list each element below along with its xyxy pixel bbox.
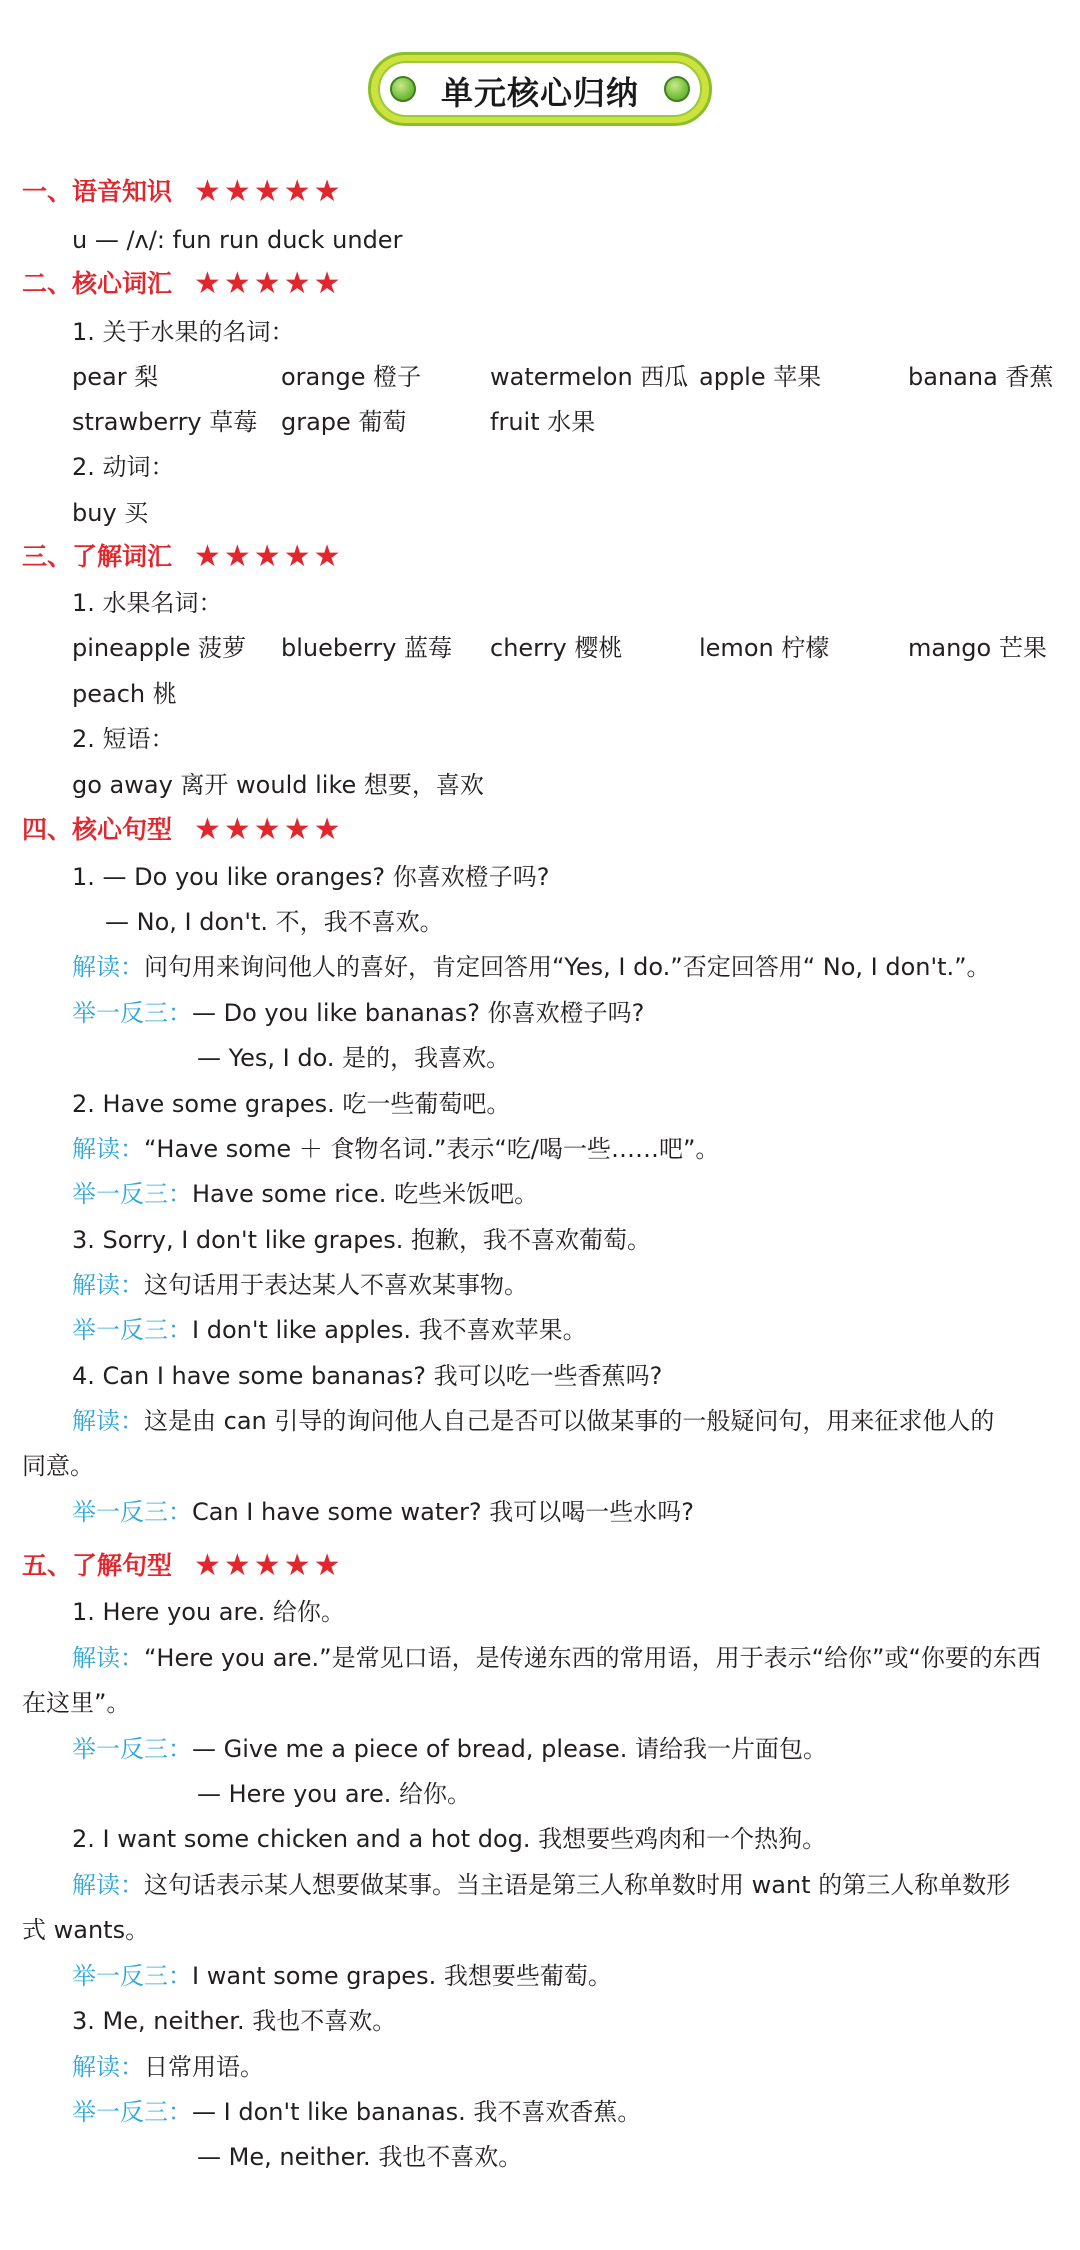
jiedu-label: 解读：: [72, 2053, 144, 2081]
example: [72, 1729, 827, 1769]
word-item: fruit 水果: [490, 408, 596, 436]
sentence: 2. I want some chicken and a hot dog. 我想要些鸡肉和一个热狗。: [72, 1825, 827, 1853]
section-heading-text: 三、了解词汇: [22, 542, 173, 571]
example: [72, 1492, 694, 1532]
explanation-text: “Here you are.”是常见口语，是传递东西的常用语，用于表示“给你”或“你要的东西: [144, 1644, 1041, 1672]
example: [72, 1310, 587, 1350]
sentence: — No, I don't. 不，我不喜欢。: [105, 908, 444, 936]
example-text: Have some rice. 吃些米饭吧。: [192, 1180, 539, 1208]
section-heading-text: 二、核心词汇: [22, 269, 173, 298]
explanation-text: 在这里”。: [22, 1689, 131, 1717]
juyi-label: 举一反三：: [72, 2098, 192, 2126]
word-item: pineapple 菠萝: [72, 634, 247, 662]
word-item: lemon 柠檬: [699, 634, 830, 662]
sentence: 3. Me, neither. 我也不喜欢。: [72, 2007, 397, 2035]
example-text: — I don't like bananas. 我不喜欢香蕉。: [192, 2098, 642, 2126]
page-title: 单元核心归纳: [440, 74, 639, 112]
explanation-text: 这是由 can 引导的询问他人自己是否可以做某事的一般疑问句，用来征求他人的: [144, 1407, 995, 1435]
juyi-label: 举一反三：: [72, 1735, 192, 1763]
word-item: apple 苹果: [699, 363, 822, 391]
example: [72, 1174, 538, 1214]
juyi-label: 举一反三：: [72, 1962, 192, 1990]
section-heading-text: 五、了解句型: [22, 1551, 173, 1580]
section-heading-extra-vocab: [22, 537, 344, 577]
explanation: [72, 947, 991, 987]
jiedu-label: 解读：: [72, 1644, 144, 1672]
section-heading-text: 四、核心句型: [22, 815, 173, 844]
explanation: [72, 1129, 719, 1169]
title-banner: [368, 52, 712, 126]
explanation-text: 日常用语。: [144, 2053, 264, 2081]
section-heading-core-vocab: [22, 264, 344, 304]
word-item: watermelon 西瓜: [490, 363, 689, 391]
explanation-text: 这句话用于表达某人不喜欢某事物。: [144, 1271, 528, 1299]
juyi-label: 举一反三：: [72, 1180, 192, 1208]
example-text: — Yes, I do. 是的，我喜欢。: [197, 1044, 511, 1072]
phonics-line: u — /ʌ/: fun run duck under: [72, 226, 403, 254]
jiedu-label: 解读：: [72, 1407, 144, 1435]
explanation-text: 问句用来询问他人的喜好，肯定回答用“Yes, I do.”否定回答用“ No, I don't.”。: [144, 953, 991, 981]
section-heading-core-sentences: [22, 810, 344, 850]
word-item: banana 香蕉: [908, 363, 1054, 391]
example: [72, 993, 644, 1033]
word-item: grape 葡萄: [281, 408, 407, 436]
example: [72, 1956, 612, 1996]
word-item: mango 芒果: [908, 634, 1047, 662]
section-heading-phonics: [22, 172, 344, 212]
subheading: 1. 关于水果的名词：: [72, 318, 295, 346]
sentence: 1. — Do you like oranges? 你喜欢橙子吗?: [72, 863, 550, 891]
word-row: [72, 628, 1072, 668]
word-row: [72, 402, 1072, 442]
subheading: 1. 水果名词：: [72, 589, 223, 617]
sentence: 4. Can I have some bananas? 我可以吃一些香蕉吗?: [72, 1362, 663, 1390]
subheading: 2. 短语：: [72, 725, 175, 753]
explanation-text: 式 wants。: [22, 1916, 150, 1944]
word-item: peach 桃: [72, 680, 177, 708]
explanation: [72, 1401, 994, 1441]
example-text: — Do you like bananas? 你喜欢橙子吗?: [192, 999, 645, 1027]
jiedu-label: 解读：: [72, 953, 144, 981]
explanation-text: 同意。: [22, 1452, 94, 1480]
example: [72, 2092, 641, 2132]
example-text: I don't like apples. 我不喜欢苹果。: [192, 1316, 587, 1344]
juyi-label: 举一反三：: [72, 1316, 192, 1344]
star-rating-icon: ★★★★★: [194, 539, 344, 574]
verb-line: buy 买: [72, 499, 149, 527]
jiedu-label: 解读：: [72, 1871, 144, 1899]
explanation-text: 这句话表示某人想要做某事。当主语是第三人称单数时用 want 的第三人称单数形: [144, 1871, 1011, 1899]
example-text: — Me, neither. 我也不喜欢。: [197, 2143, 523, 2171]
sentence: 1. Here you are. 给你。: [72, 1598, 345, 1626]
juyi-label: 举一反三：: [72, 1498, 192, 1526]
star-rating-icon: ★★★★★: [194, 174, 344, 209]
word-item: strawberry 草莓: [72, 408, 258, 436]
word-item: blueberry 蓝莓: [281, 634, 453, 662]
word-item: cherry 樱桃: [490, 634, 623, 662]
juyi-label: 举一反三：: [72, 999, 192, 1027]
word-item: pear 梨: [72, 363, 159, 391]
subheading: 2. 动词：: [72, 453, 175, 481]
jiedu-label: 解读：: [72, 1135, 144, 1163]
star-rating-icon: ★★★★★: [194, 1548, 344, 1583]
sentence: 3. Sorry, I don't like grapes. 抱歉，我不喜欢葡萄。: [72, 1226, 652, 1254]
star-rating-icon: ★★★★★: [194, 812, 344, 847]
example-text: — Here you are. 给你。: [197, 1780, 471, 1808]
section-heading-text: 一、语音知识: [22, 177, 173, 206]
explanation: [72, 1638, 1041, 1678]
explanation: [72, 2047, 264, 2087]
jiedu-label: 解读：: [72, 1271, 144, 1299]
example-text: Can I have some water? 我可以喝一些水吗?: [192, 1498, 694, 1526]
explanation: [72, 1865, 1010, 1905]
sentence: 2. Have some grapes. 吃一些葡萄吧。: [72, 1090, 511, 1118]
explanation-text: “Have some ＋ 食物名词.”表示“吃/喝一些……吧”。: [144, 1135, 720, 1163]
phrase-line: go away 离开 would like 想要，喜欢: [72, 771, 484, 799]
word-item: orange 橙子: [281, 363, 422, 391]
section-heading-extra-sentences: [22, 1546, 344, 1586]
word-row: [72, 357, 1072, 397]
explanation: [72, 1265, 528, 1305]
star-rating-icon: ★★★★★: [194, 266, 344, 301]
example-text: — Give me a piece of bread, please. 请给我一片面包。: [192, 1735, 828, 1763]
word-row: [72, 674, 177, 714]
example-text: I want some grapes. 我想要些葡萄。: [192, 1962, 612, 1990]
